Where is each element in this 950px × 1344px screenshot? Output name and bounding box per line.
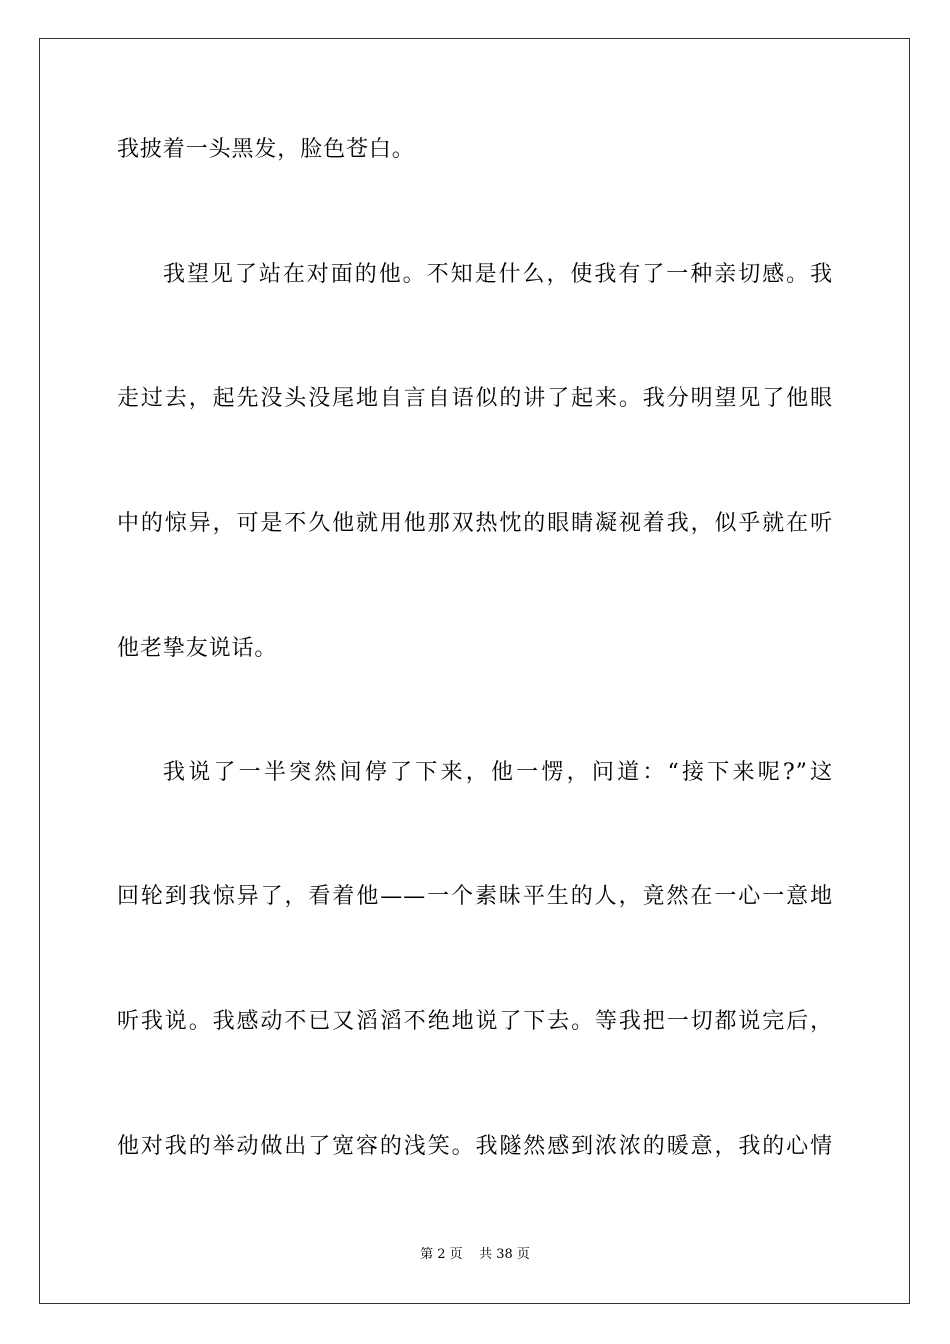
paragraph-line-6: 我说了一半突然间停了下来，他一愣，问道：“接下来呢?”这: [163, 760, 833, 785]
paragraph-line-2: 我望见了站在对面的他。不知是什么，使我有了一种亲切感。我: [163, 262, 833, 287]
paragraph-line-8: 听我说。我感动不已又滔滔不绝地说了下去。等我把一切都说完后，: [117, 1009, 833, 1034]
paragraph-line-3: 走过去，起先没头没尾地自言自语似的讲了起来。我分明望见了他眼: [117, 386, 833, 411]
page-border: [39, 38, 910, 1304]
paragraph-line-5: 他老挚友说话。: [117, 636, 278, 661]
paragraph-line-7: 回轮到我惊异了，看着他——一个素昧平生的人，竟然在一心一意地: [117, 884, 833, 909]
paragraph-line-1: 我披着一头黑发，脸色苍白。: [117, 137, 415, 162]
paragraph-line-9: 他对我的举动做出了宽容的浅笑。我隧然感到浓浓的暖意，我的心情: [117, 1134, 833, 1159]
paragraph-line-4: 中的惊异，可是不久他就用他那双热忱的眼睛凝视着我，似乎就在听: [117, 511, 833, 536]
page-number-footer: 第 2 页 共 38 页: [420, 1247, 530, 1262]
